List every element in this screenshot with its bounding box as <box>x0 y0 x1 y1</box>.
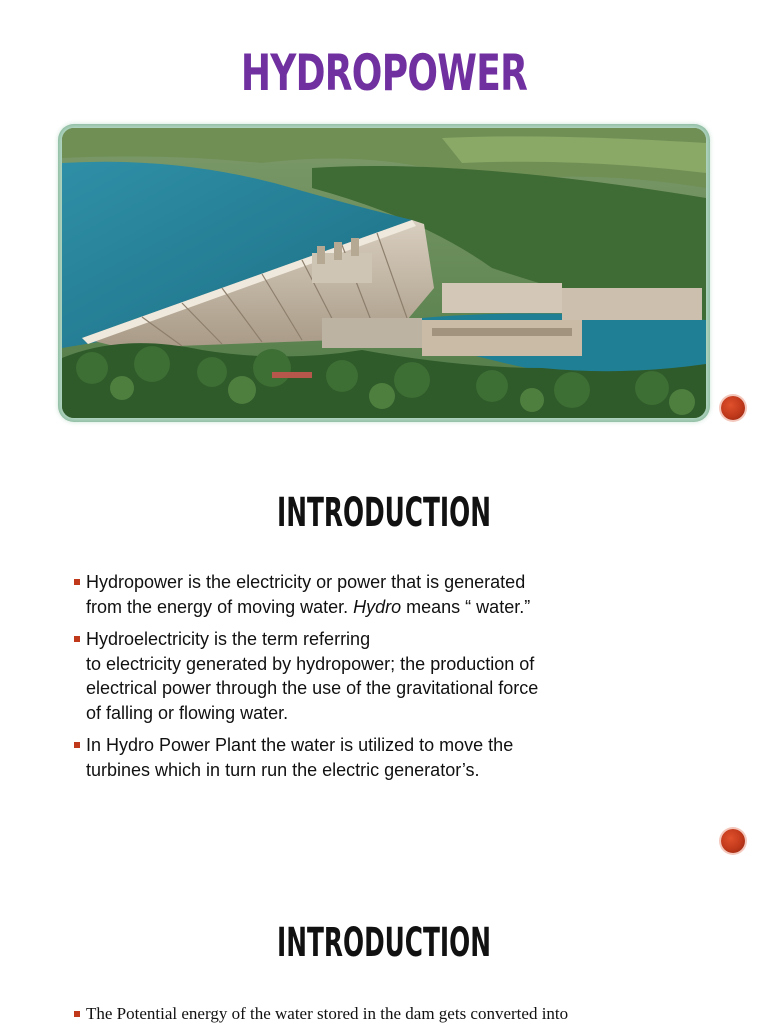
slide-introduction-2 <box>0 870 768 1024</box>
dam-photo <box>62 128 706 418</box>
dam-photo-illustration <box>62 128 706 418</box>
bullet-list <box>72 1002 692 1035</box>
square-bullet-icon <box>74 1011 80 1017</box>
bullet-text: Hydroelectricity is the term referring to electricity generated by hydropower; the production of electrical power through the use of the gravitational force of falling or flowing water. <box>86 629 539 723</box>
square-bullet-icon <box>74 636 80 642</box>
bullet-text: The Potential energy of the water stored in the dam gets converted into <box>86 1004 569 1023</box>
bullet-list <box>72 570 692 790</box>
list-item <box>72 570 692 619</box>
bullet-text: Hydropower is the electricity or power that is generated from the energy of moving water. Hydro means “ water.” <box>86 572 531 617</box>
square-bullet-icon <box>74 579 80 585</box>
list-item <box>72 627 692 725</box>
list-item <box>72 733 692 782</box>
list-item <box>72 1002 692 1027</box>
slide-bullet-dot-icon <box>721 396 745 420</box>
bullet-text: In Hydro Power Plant the water is utilized to move the turbines which in turn run the electric generator’s. <box>86 735 514 780</box>
slide-introduction <box>0 440 768 870</box>
square-bullet-icon <box>74 742 80 748</box>
section-title: INTRODUCTION <box>277 490 491 536</box>
slide-bullet-dot-icon <box>721 829 745 853</box>
section-title: INTRODUCTION <box>277 920 491 966</box>
slide-hydropower <box>0 0 768 440</box>
slide-title: HYDROPOWER <box>240 44 528 102</box>
